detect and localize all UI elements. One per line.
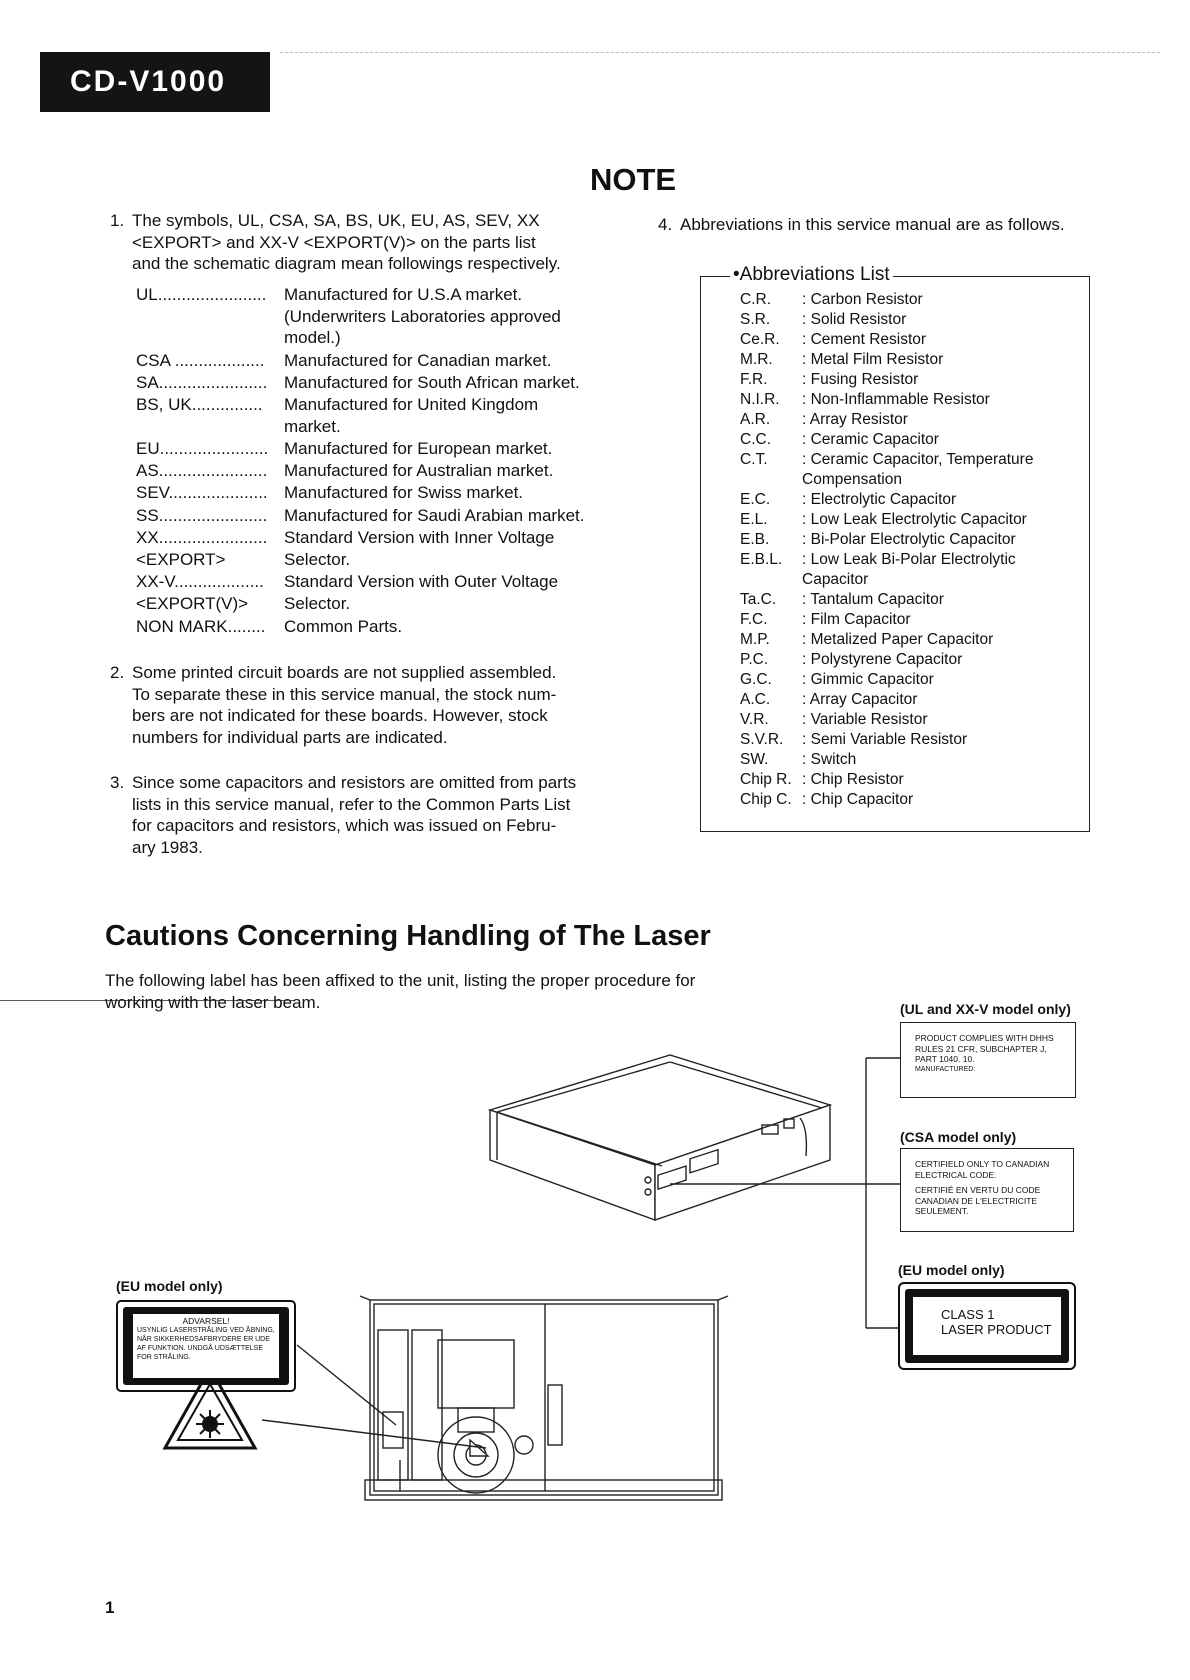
- symbol-value: Common Parts.: [284, 617, 403, 636]
- label-line: CERTIFIELD ONLY TO CANADIAN: [915, 1159, 1050, 1169]
- item-number: 4.: [658, 215, 673, 234]
- abbr-meaning: : Solid Resistor: [802, 311, 907, 328]
- abbr-meaning: : Chip Capacitor: [802, 791, 914, 808]
- csa-label-heading: (CSA model only): [900, 1129, 1017, 1145]
- item-line: ary 1983.: [132, 837, 203, 857]
- abbr-key: S.V.R.: [740, 731, 784, 748]
- label-line: AF FUNKTION. UNDGÅ UDSÆTTELSE: [137, 1345, 264, 1352]
- abbr-meaning: : Chip Resistor: [802, 771, 904, 788]
- symbol-value: Manufactured for Canadian market.: [284, 351, 552, 370]
- symbol-value: Standard Version with Outer Voltage: [284, 572, 559, 591]
- abbr-meaning: : Low Leak Electrolytic Capacitor: [802, 511, 1027, 528]
- abbr-meaning: : Switch: [802, 751, 857, 768]
- abbreviations-title: •Abbreviations List: [730, 264, 893, 286]
- item-line: <EXPORT> and XX-V <EXPORT(V)> on the parts list: [132, 232, 536, 252]
- symbol-value: Standard Version with Inner Voltage: [284, 528, 555, 547]
- cautions-title: Cautions Concerning Handling of The Laser: [105, 920, 711, 952]
- note-title: NOTE: [590, 162, 677, 197]
- item-line: lists in this service manual, refer to the Common Parts List: [132, 794, 571, 814]
- symbol-value: Manufactured for South African market.: [284, 373, 580, 392]
- abbr-key: C.T.: [740, 451, 768, 468]
- eu-class1-label: [898, 1282, 1076, 1370]
- label-line: CANADIAN DE L'ELECTRICITE: [915, 1195, 1038, 1206]
- item-line: for capacitors and resistors, which was issued on Febru-: [132, 816, 557, 835]
- abbr-key: F.C.: [740, 611, 768, 628]
- symbol-value: Manufactured for European market.: [284, 439, 553, 458]
- label-line: PRODUCT COMPLIES WITH DHHS: [915, 1033, 1054, 1043]
- abbr-meaning: : Gimmic Capacitor: [802, 671, 934, 688]
- abbr-key: M.R.: [740, 351, 773, 368]
- abbr-key: A.C.: [740, 691, 771, 708]
- item-line: Abbreviations in this service manual are as follows.: [680, 215, 1065, 234]
- abbr-meaning: : Low Leak Bi-Polar Electrolytic: [802, 551, 1016, 568]
- abbr-meaning: : Cement Resistor: [802, 331, 927, 348]
- item-line: Some printed circuit boards are not supplied assembled.: [132, 663, 557, 682]
- abbr-meaning: : Film Capacitor: [802, 611, 911, 628]
- abbr-key: E.B.L.: [740, 551, 783, 568]
- abbr-key: SW.: [740, 751, 769, 768]
- symbol-key: AS.......................: [136, 461, 268, 480]
- symbol-value: (Underwriters Laboratories approved: [284, 307, 561, 326]
- abbr-key: Ta.C.: [740, 591, 777, 608]
- note-item-2: [110, 662, 610, 754]
- label-line: USYNLIG LASERSTRÅLING VED ÅBNING,: [137, 1327, 275, 1334]
- symbol-key: BS, UK...............: [136, 395, 263, 414]
- symbol-key: <EXPORT>: [136, 550, 226, 569]
- ul-label-heading: (UL and XX-V model only): [900, 1001, 1071, 1017]
- label-line: CERTIFIÉ EN VERTU DU CODE: [915, 1185, 1041, 1195]
- abbr-key: C.C.: [740, 431, 771, 448]
- model-badge: CD-V1000: [40, 52, 270, 112]
- abbr-meaning: : Tantalum Capacitor: [802, 591, 944, 608]
- note-item-3: [110, 772, 610, 864]
- label-line: CLASS 1: [941, 1307, 995, 1322]
- symbol-value: Manufactured for Saudi Arabian market.: [284, 506, 585, 525]
- abbr-meaning: : Electrolytic Capacitor: [802, 491, 957, 508]
- label-line: ELECTRICAL CODE.: [915, 1169, 997, 1180]
- item-line: and the schematic diagram mean followings respectively.: [132, 254, 561, 273]
- symbol-key: SEV.....................: [136, 483, 268, 502]
- item-line: bers are not indicated for these boards. However, stock: [132, 706, 548, 725]
- abbr-key: S.R.: [740, 311, 771, 328]
- abbr-meaning: : Fusing Resistor: [802, 371, 919, 388]
- label-line: NÅR SIKKERHEDSAFBRYDERE ER UDE: [137, 1336, 270, 1343]
- unit-drawing: [490, 1055, 830, 1220]
- label-line: FOR STRÅLING.: [137, 1354, 191, 1361]
- ul-label: [900, 1022, 1076, 1098]
- interior-drawing: [262, 1296, 728, 1500]
- abbr-key: E.C.: [740, 491, 771, 508]
- symbol-key: CSA ...................: [136, 351, 265, 370]
- abbr-meaning: : Metalized Paper Capacitor: [802, 631, 994, 648]
- abbr-key: E.B.: [740, 531, 770, 548]
- item-number: 1.: [110, 211, 125, 230]
- eu-danish-label: [116, 1300, 296, 1392]
- cautions-line: The following label has been affixed to the unit, listing the proper procedure for: [105, 971, 696, 990]
- item-line: The symbols, UL, CSA, SA, BS, UK, EU, AS, SEV, XX: [132, 211, 540, 230]
- abbr-meaning: : Array Resistor: [802, 411, 908, 428]
- label-line: ADVARSEL!: [182, 1316, 230, 1326]
- abbr-meaning: : Carbon Resistor: [802, 291, 923, 308]
- abbr-meaning: : Array Capacitor: [802, 691, 918, 708]
- label-line: LASER PRODUCT: [941, 1322, 1052, 1337]
- label-line: SEULEMENT.: [915, 1206, 969, 1216]
- symbol-key: UL.......................: [136, 285, 267, 304]
- item-number: 3.: [110, 773, 125, 792]
- csa-label: [900, 1148, 1074, 1232]
- abbr-meaning: : Polystyrene Capacitor: [802, 651, 963, 668]
- header-rule: [280, 52, 1160, 53]
- abbr-meaning: : Ceramic Capacitor, Temperature: [802, 451, 1034, 468]
- abbr-meaning: : Ceramic Capacitor: [802, 431, 939, 448]
- abbr-key: E.L.: [740, 511, 768, 528]
- symbol-key: <EXPORT(V)>: [136, 594, 249, 613]
- symbol-key: EU.......................: [136, 439, 269, 458]
- abbr-key: F.R.: [740, 371, 768, 388]
- item-line: Since some capacitors and resistors are omitted from parts: [132, 773, 577, 792]
- item-line: numbers for individual parts are indicated.: [132, 727, 448, 747]
- item-line: To separate these in this service manual, the stock num-: [132, 684, 557, 704]
- symbol-value: model.): [284, 328, 341, 347]
- abbr-key: Ce.R.: [740, 331, 780, 348]
- abbr-meaning: : Semi Variable Resistor: [802, 731, 968, 748]
- symbol-value: Selector.: [284, 550, 351, 569]
- abbr-key: N.I.R.: [740, 391, 780, 408]
- symbol-value: Manufactured for U.S.A market.: [284, 285, 523, 304]
- abbr-key: M.P.: [740, 631, 770, 648]
- abbr-key: C.R.: [740, 291, 771, 308]
- abbr-key: A.R.: [740, 411, 771, 428]
- note-item-4: [658, 214, 1118, 238]
- symbol-value: Manufactured for Swiss market.: [284, 483, 524, 502]
- label-line: PART 1040. 10.: [915, 1054, 975, 1064]
- symbol-key: NON MARK........: [136, 617, 266, 636]
- abbr-key: V.R.: [740, 711, 769, 728]
- abbr-meaning: : Bi-Polar Electrolytic Capacitor: [802, 531, 1016, 548]
- abbr-key: Chip R.: [740, 771, 792, 788]
- abbr-meaning: : Variable Resistor: [802, 711, 928, 728]
- label-line: MANUFACTURED:: [915, 1065, 976, 1073]
- eu-left-label-heading: (EU model only): [116, 1278, 223, 1294]
- eu-right-label-heading: (EU model only): [898, 1262, 1005, 1278]
- abbr-key: P.C.: [740, 651, 769, 668]
- symbol-value: Manufactured for Australian market.: [284, 461, 554, 480]
- label-line: RULES 21 CFR, SUBCHAPTER J,: [915, 1043, 1047, 1054]
- abbr-meaning: Capacitor: [802, 571, 869, 588]
- item-number: 2.: [110, 663, 125, 682]
- page-number: 1: [105, 1598, 115, 1617]
- abbr-meaning: : Non-Inflammable Resistor: [802, 391, 990, 408]
- abbr-meaning: : Metal Film Resistor: [802, 351, 944, 368]
- symbol-value: market.: [284, 417, 341, 436]
- symbol-key: XX.......................: [136, 528, 268, 547]
- abbr-meaning: Compensation: [802, 471, 902, 488]
- symbol-value: Selector.: [284, 594, 351, 613]
- cautions-line: working with the laser beam.: [105, 992, 321, 1012]
- symbol-key: SA.......................: [136, 373, 268, 392]
- symbol-key: SS.......................: [136, 506, 268, 525]
- note-item-1: [110, 210, 610, 280]
- abbr-key: Chip C.: [740, 791, 792, 808]
- symbol-key: XX-V...................: [136, 572, 264, 591]
- abbr-key: G.C.: [740, 671, 772, 688]
- symbol-value: Manufactured for United Kingdom: [284, 395, 539, 414]
